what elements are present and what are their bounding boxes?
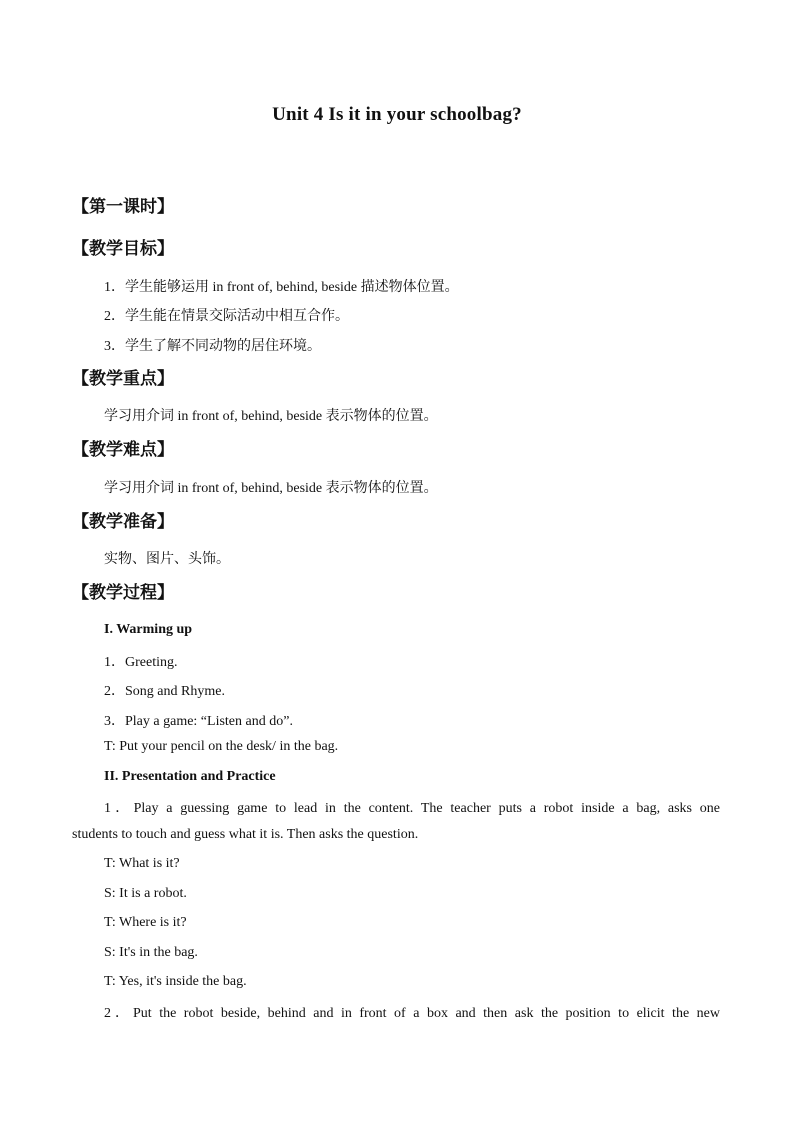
dialogue-line: T: Yes, it's inside the bag. [104,974,247,989]
lesson-heading: 【第一课时】 [72,197,174,217]
objective-item: 2．学生能在情景交际活动中相互合作。 [104,309,349,324]
dialogue-line: S: It is a robot. [104,886,187,901]
objective-item: 3．学生了解不同动物的居住环境。 [104,339,321,354]
warming-up-item: 3．Play a game: “Listen and do”. [104,714,293,729]
dialogue-line: T: What is it? [104,856,180,871]
preparation-heading: 【教学准备】 [72,512,174,532]
key-points-text: 学习用介词 in front of, behind, beside 表示物体的位置。 [104,409,438,424]
objectives-heading: 【教学目标】 [72,239,174,259]
presentation-item-line: students to touch and guess what it is. Then asks the question. [72,827,419,842]
warming-up-item: 2．Song and Rhyme. [104,684,225,699]
page-title: Unit 4 Is it in your schoolbag? [272,104,522,125]
key-points-heading: 【教学重点】 [72,369,174,389]
presentation-heading: II. Presentation and Practice [104,769,276,784]
difficult-points-heading: 【教学难点】 [72,440,174,460]
presentation-item-line: 2．Put the robot beside, behind and in front of a box and then ask the position to elicit the new [104,1006,720,1021]
warming-up-heading: I. Warming up [104,622,193,637]
warming-up-item: T: Put your pencil on the desk/ in the bag. [104,739,339,754]
presentation-item-line: 1．Play a guessing game to lead in the content. The teacher puts a robot inside a bag, asks one [104,801,720,816]
warming-up-item: 1．Greeting. [104,655,178,670]
preparation-text: 实物、图片、头饰。 [104,552,230,567]
dialogue-line: S: It's in the bag. [104,945,198,960]
difficult-points-text: 学习用介词 in front of, behind, beside 表示物体的位置。 [104,481,438,496]
dialogue-line: T: Where is it? [104,915,187,930]
process-heading: 【教学过程】 [72,583,174,603]
objective-item: 1．学生能够运用 in front of, behind, beside 描述物体位置。 [104,280,459,295]
